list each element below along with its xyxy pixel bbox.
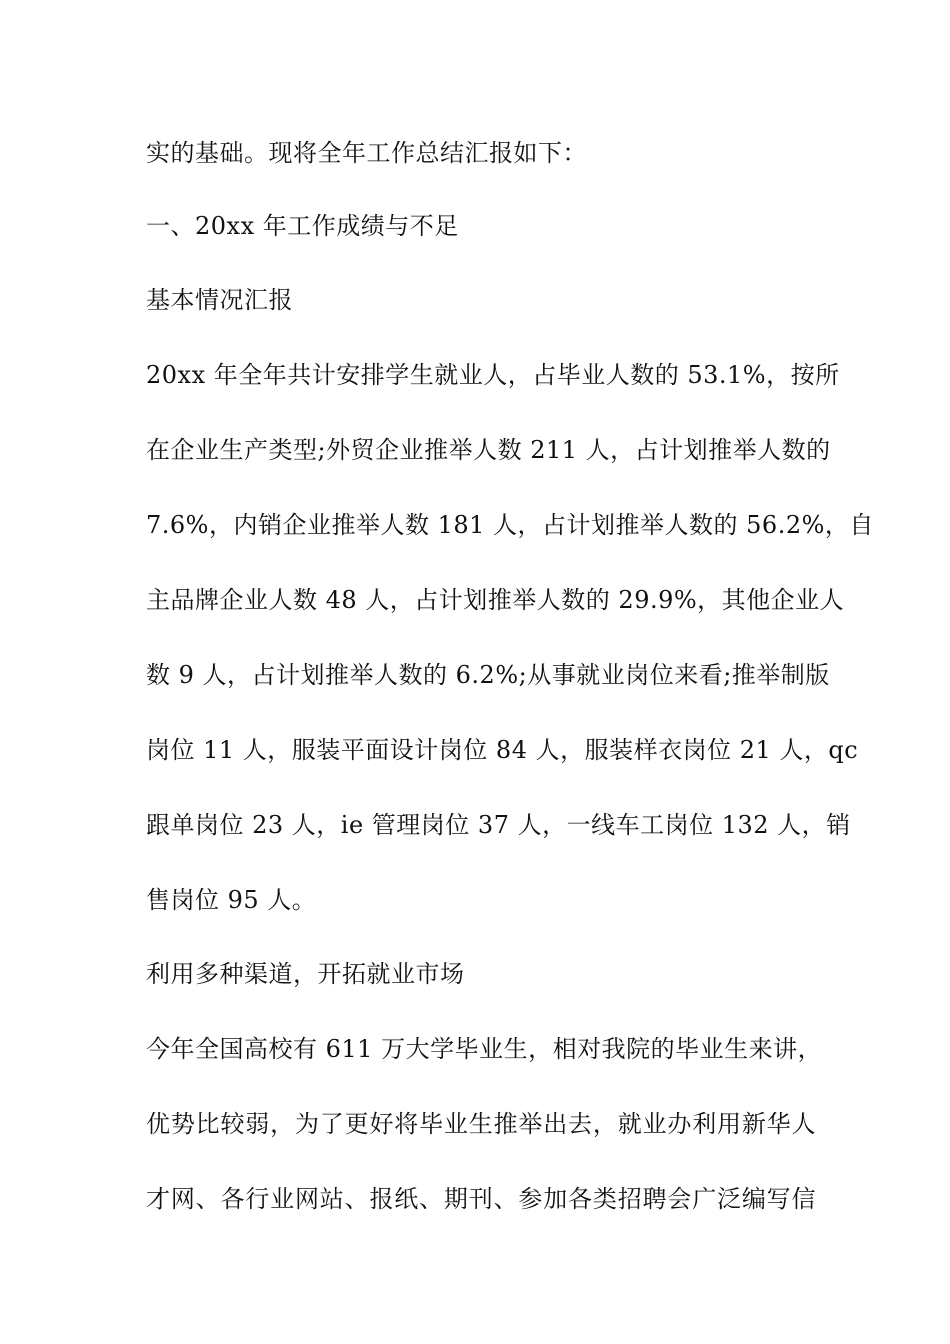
text-line: 才网、各行业网站、报纸、期刊、参加各类招聘会广泛编写信 (146, 1185, 816, 1213)
text-line: 7.6%，内销企业推举人数 181 人，占计划推举人数的 56.2%，自 (146, 511, 874, 539)
text-line: 在企业生产类型;外贸企业推举人数 211 人，占计划推举人数的 (146, 436, 831, 464)
text-line: 优势比较弱，为了更好将毕业生推举出去，就业办利用新华人 (146, 1110, 816, 1138)
subsection-heading: 利用多种渠道，开拓就业市场 (146, 960, 465, 988)
text-line: 售岗位 95 人。 (146, 886, 317, 914)
text-line: 跟单岗位 23 人，ie 管理岗位 37 人，一线车工岗位 132 人，销 (146, 811, 851, 839)
text-line: 主品牌企业人数 48 人，占计划推举人数的 29.9%，其他企业人 (146, 586, 845, 614)
subsection-heading: 基本情况汇报 (146, 286, 293, 314)
text-line: 数 9 人，占计划推举人数的 6.2%;从事就业岗位来看;推举制版 (146, 661, 830, 689)
section-heading: 一、20xx 年工作成绩与不足 (146, 212, 459, 240)
text-line: 岗位 11 人，服装平面设计岗位 84 人，服装样衣岗位 21 人，qc (146, 736, 859, 764)
text-line: 实的基础。现将全年工作总结汇报如下： (146, 139, 587, 167)
text-line: 今年全国高校有 611 万大学毕业生，相对我院的毕业生来讲， (146, 1035, 823, 1063)
text-line: 20xx 年全年共计安排学生就业人，占毕业人数的 53.1%，按所 (146, 361, 840, 389)
